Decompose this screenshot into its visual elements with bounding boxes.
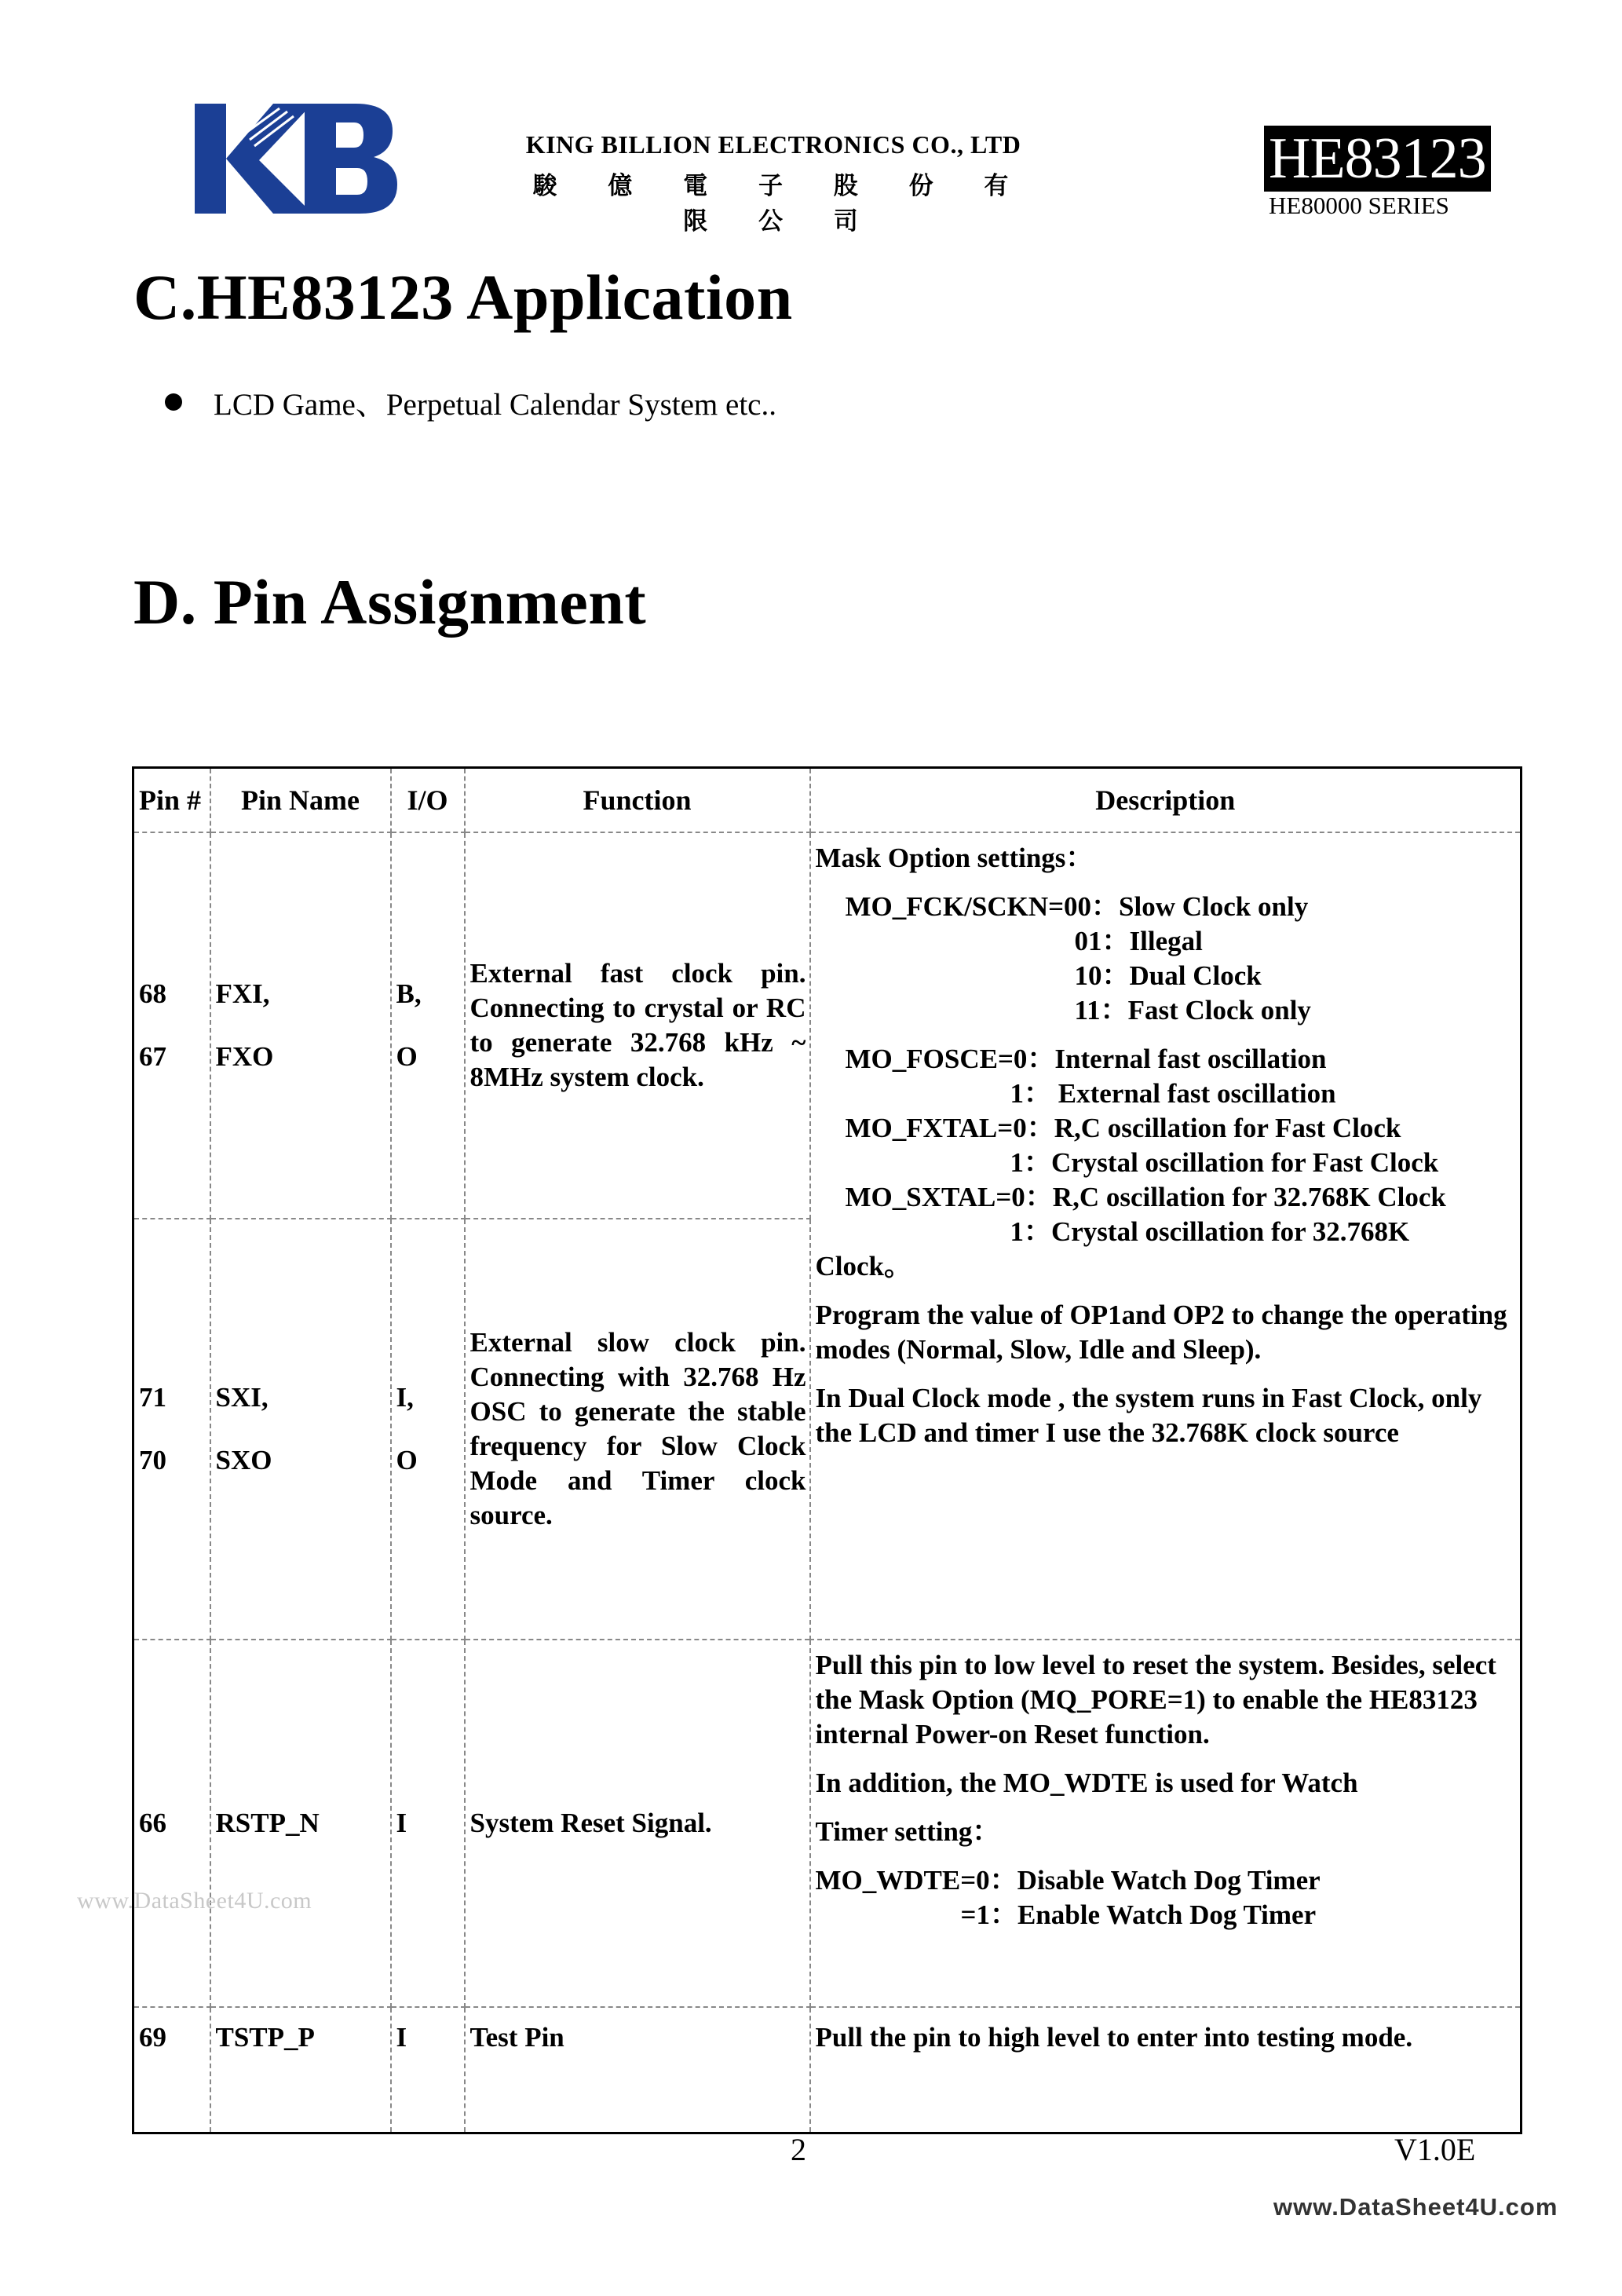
pin-name: SXO — [215, 1445, 272, 1475]
reset-description — [810, 1640, 1522, 2007]
pin-assignment-table — [132, 766, 1522, 2134]
pin-io: I — [391, 2007, 465, 2133]
mask-option-line: 10：Dual Clock — [1074, 960, 1262, 991]
pin-name: FXI, — [215, 978, 270, 1009]
table-row — [133, 832, 1522, 1219]
pin-function: System Reset Signal. — [465, 1640, 810, 2007]
pin-number: 68 — [139, 978, 166, 1009]
mask-option-line: 1：Crystal oscillation for Fast Clock — [1010, 1147, 1439, 1178]
pin-number: 67 — [139, 1041, 166, 1072]
pin-name: RSTP_N — [210, 1640, 391, 2007]
company-logo — [195, 104, 397, 214]
document-version: V1.0E — [1394, 2132, 1476, 2167]
bullet-icon — [165, 393, 182, 411]
pin-io-cell — [391, 832, 465, 1219]
pin-io: I, — [396, 1382, 414, 1413]
pin-function: External fast clock pin. Connecting to crystal or RC to generate 32.768 kHz ~ 8MHz system clock. — [465, 832, 810, 1219]
mask-option-line: MO_SXTAL=0：R,C oscillation for 32.768K Clock — [845, 1182, 1446, 1212]
mask-option-line: 01：Illegal — [1074, 926, 1203, 956]
mask-option-line: Clock。 — [815, 1251, 912, 1281]
mask-option-line: 1：Crystal oscillation for 32.768K — [1010, 1216, 1410, 1247]
pin-number: 69 — [133, 2007, 210, 2133]
application-bullet — [165, 380, 776, 424]
pin-name-cell — [210, 1219, 391, 1640]
mask-option-line: MO_FOSCE=0：Internal fast oscillation — [845, 1044, 1327, 1074]
pin-number-cell — [133, 1219, 210, 1640]
pin-io-cell — [391, 1219, 465, 1640]
table-row — [133, 2007, 1522, 2133]
pin-number: 66 — [133, 1640, 210, 2007]
pin-name-cell — [210, 832, 391, 1219]
model-number-badge: HE83123 — [1264, 126, 1491, 192]
series-label: HE80000 SERIES — [1269, 192, 1449, 219]
reset-description-line: Pull this pin to low level to reset the system. Besides, select the Mask Option (MQ_PORE=1) to enable the HE83123 internal Power-on Reset function. — [815, 1650, 1496, 1749]
pin-io: I — [391, 1640, 465, 2007]
mask-option-line: 1： External fast oscillation — [1010, 1078, 1336, 1109]
header-pin: Pin # — [133, 768, 210, 833]
company-name-chinese: 駿 億 電 子 股 份 有 限 公 司 — [532, 172, 1030, 236]
mask-option-line: MO_FXTAL=0：R,C oscillation for Fast Clock — [845, 1113, 1401, 1143]
reset-description-line: Timer setting： — [815, 1816, 1000, 1847]
pin-io: O — [396, 1445, 418, 1475]
company-name-english: KING BILLION ELECTRONICS CO., LTD — [525, 130, 1021, 159]
pin-name: TSTP_P — [210, 2007, 391, 2133]
pin-function: Test Pin — [465, 2007, 810, 2133]
application-bullet-text: LCD Game、Perpetual Calendar System etc.. — [214, 388, 776, 422]
company-name-block — [506, 130, 1040, 236]
table-header-row — [133, 768, 1522, 833]
watermark: www.DataSheet4U.com — [77, 1888, 312, 1914]
dual-clock-note: In Dual Clock mode , the system runs in Fast Clock, only the LCD and timer I use the 32.768K clock source — [815, 1383, 1482, 1448]
table-row — [133, 1640, 1522, 2007]
pin-function: External slow clock pin. Connecting with 32.768 Hz OSC to generate the stable frequency for Slow Clock Mode and Timer clock source. — [465, 1219, 810, 1640]
page-number: 2 — [791, 2132, 806, 2167]
reset-description-line: MO_WDTE=0：Disable Watch Dog Timer — [815, 1865, 1321, 1896]
reset-description-line: =1：Enable Watch Dog Timer — [960, 1899, 1317, 1930]
header-pin-name: Pin Name — [210, 768, 391, 833]
pin-name: SXI, — [215, 1382, 269, 1413]
section-c-title: C.HE83123 Application — [133, 261, 793, 333]
header-description: Description — [810, 768, 1522, 833]
mask-option-title: Mask Option settings： — [815, 843, 1094, 873]
reset-description-line: In addition, the MO_WDTE is used for Watch — [815, 1768, 1358, 1798]
mask-option-line: MO_FCK/SCKN=00：Slow Clock only — [845, 891, 1309, 922]
clock-description — [810, 832, 1522, 1640]
pin-io: O — [396, 1041, 418, 1072]
section-d-title: D. Pin Assignment — [133, 566, 647, 638]
footer-site-url: www.DataSheet4U.com — [1273, 2193, 1558, 2221]
mask-option-line: 11：Fast Clock only — [1074, 995, 1311, 1026]
pin-number: 70 — [139, 1445, 166, 1475]
pin-number: 71 — [139, 1382, 166, 1413]
test-description: Pull the pin to high level to enter into testing mode. — [810, 2007, 1522, 2133]
pin-number-cell — [133, 832, 210, 1219]
header-io: I/O — [391, 768, 465, 833]
header-function: Function — [465, 768, 810, 833]
pin-io: B, — [396, 978, 422, 1009]
pin-name: FXO — [215, 1041, 274, 1072]
operating-mode-note: Program the value of OP1and OP2 to change the operating modes (Normal, Slow, Idle and Sleep). — [815, 1300, 1507, 1365]
